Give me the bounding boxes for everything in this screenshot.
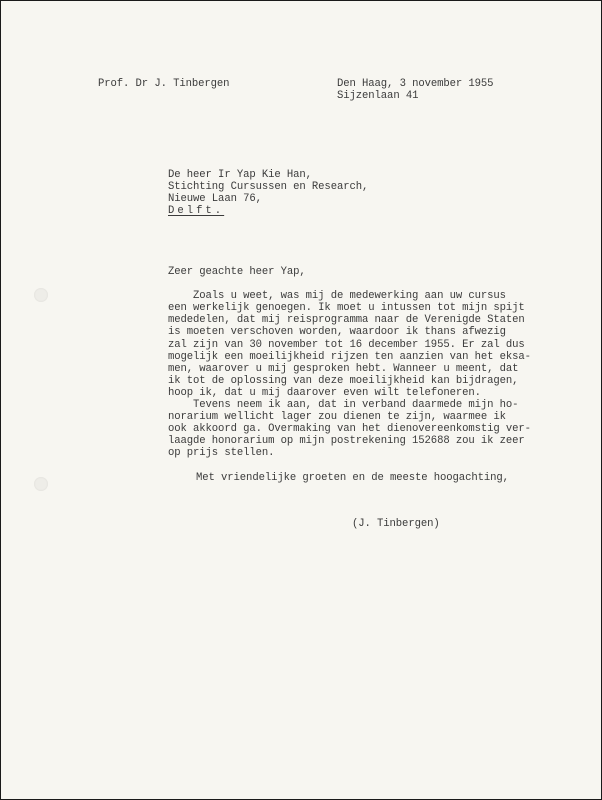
body-line: Zoals u weet, was mij de medewerking aan uw cursus (168, 290, 506, 302)
body-line: Tevens neem ik aan, dat in verband daarmede mijn ho- (168, 399, 519, 411)
body-line: zal zijn van 30 november tot 16 december 1955. Er zal dus (168, 339, 525, 351)
body-line: mogelijk een moeilijkheid rijzen ten aanzien van het eksa- (168, 351, 531, 363)
sender-street: Sijzenlaan 41 (337, 90, 419, 102)
punch-hole-bottom (34, 477, 48, 491)
body-line: mededelen, dat mij reisprogramma naar de Verenigde Staten (168, 314, 525, 326)
sender-name: Prof. Dr J. Tinbergen (98, 78, 230, 90)
place-date: Den Haag, 3 november 1955 (337, 78, 494, 90)
body-line: ik tot de oplossing van deze moeilijkheid kan bijdragen, (168, 375, 519, 387)
body-line: een werkelijk genoegen. Ik moet u intussen tot mijn spijt (168, 302, 525, 314)
body-line: norarium wellicht lager zou dienen te zijn, waarmee ik (168, 411, 506, 423)
recipient-city: Delft. (168, 205, 225, 217)
closing: Met vriendelijke groeten en de meeste hoogachting, (196, 472, 509, 484)
body-line: laagde honorarium op mijn postrekening 152688 zou ik zeer (168, 435, 525, 447)
salutation: Zeer geachte heer Yap, (168, 266, 306, 278)
body-line: men, waarover u mij gesproken hebt. Wanneer u meent, dat (168, 363, 519, 375)
recipient-line: Stichting Cursussen en Research, (168, 181, 369, 193)
recipient-line: Nieuwe Laan 76, (168, 193, 262, 205)
recipient-line: De heer Ir Yap Kie Han, (168, 169, 312, 181)
signature: (J. Tinbergen) (352, 518, 440, 530)
body-line: hoop ik, dat u mij daarover even wilt telefoneren. (168, 387, 481, 399)
body-line: op prijs stellen. (168, 447, 275, 459)
punch-hole-top (34, 288, 48, 302)
body-line: ook akkoord ga. Overmaking van het dienovereenkomstig ver- (168, 423, 531, 435)
body-line: is moeten verschoven worden, waardoor ik thans afwezig (168, 326, 506, 338)
